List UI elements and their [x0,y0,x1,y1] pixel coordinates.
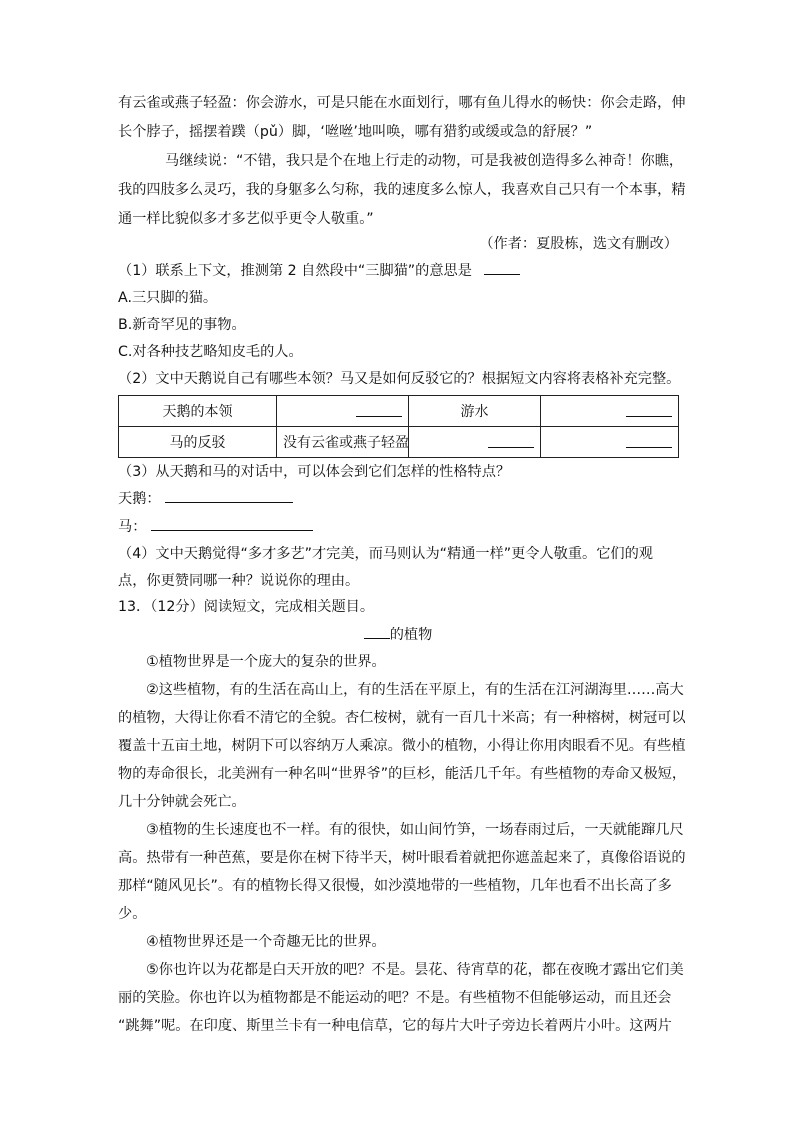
paragraph-line: 物的寿命很长，北美洲有一种名叫“世界爷”的巨杉，能活几千年。有些植物的寿命又极短， [118,766,687,782]
answer-blank[interactable] [484,260,520,275]
question-13-stem: 13．（12分）阅读短文，完成相关题目。 [118,599,375,615]
option-c: C.对各种技艺略知皮毛的人。 [118,344,303,360]
table-cell: 马的反驳 [119,427,277,458]
author-note: （作者：夏股栋，选文有删改） [479,236,678,252]
passage-line: 通一样比貌似多才多艺似乎更令人敬重。” [118,211,374,227]
paragraph-line: 少。 [118,906,147,922]
option-b: B.新奇罕见的事物。 [118,317,246,333]
question-4-line: （4）文中天鹅觉得“多才多艺”才完美，而马则认为“精通一样”更令人敬重。它们的观 [118,546,653,562]
answer-blank[interactable] [165,488,293,503]
paragraph-line: ⑤你也许以为花都是白天开放的吧？不是。昙花、待宵草的花，都在夜晚才露出它们美 [146,962,684,978]
table-cell [277,396,409,427]
answer-blank[interactable] [626,433,672,448]
question-4-line: 点，你更赞同哪一种？说说你的理由。 [118,573,360,589]
table-cell: 没有云雀或燕子轻盈 [277,427,409,458]
table-cell [541,396,679,427]
passage-line: 马继续说：“不错，我只是个在地上行走的动物，可是我被创造得多么神奇！你瞧， [165,153,684,169]
passage-line: 长个脖子，摇摆着蹼（pǔ）脚，‘咝咝’地叫唤，哪有猎豹或缓或急的舒展？” [118,124,593,140]
paragraph-line: 高。热带有一种芭蕉，要是你在树下待半天，树叶眼看着就把你遮盖起来了，真像俗语说的 [118,850,686,866]
answer-blank[interactable] [356,402,402,417]
paragraph-line: 覆盖十五亩土地，树阴下可以容纳万人乘凉。微小的植物，小得让你用肉眼看不见。有些植 [118,738,686,754]
table-cell: 天鹅的本领 [119,396,277,427]
table-cell [541,427,679,458]
answer-blank[interactable] [151,516,313,531]
swan-label: 天鹅： [118,491,161,507]
paragraph-line: ④植物世界还是一个奇趣无比的世界。 [146,934,386,950]
table-cell: 游水 [409,396,541,427]
passage-line: 有云雀或燕子轻盈：你会游水，可是只能在水面划行，哪有鱼儿得水的畅快：你会走路，伸 [118,95,686,111]
paragraph-line: “跳舞”呢。在印度、斯里兰卡有一种电信草，它的每片大叶子旁边长着两片小叶。这两片 [118,1018,672,1034]
paragraph-line: 丽的笑脸。你也许以为植物都是不能运动的吧？不是。有些植物不但能够运动，而且还会 [118,990,672,1006]
horse-label: 马： [118,519,147,535]
passage-title-text: 的植物 [389,627,433,643]
paragraph-line: 几十分钟就会死亡。 [118,794,246,810]
question-1-stem: （1）联系上下文，推测第 2 自然段中“三脚猫”的意思是 [118,263,472,279]
swan-answer-line [118,488,293,508]
option-a: A.三只脚的猫。 [118,290,218,306]
paragraph-line: 的植物，大得让你看不清它的全貌。杏仁桉树，就有一百几十米高；有一种榕树，树冠可以 [118,710,686,726]
answer-blank[interactable] [488,433,534,448]
table-row [119,427,679,458]
horse-answer-line [118,516,313,536]
question-1 [118,260,520,280]
question-3-stem: （3）从天鹅和马的对话中，可以体会到它们怎样的性格特点？ [118,464,511,480]
table-cell [409,427,541,458]
answer-blank[interactable] [626,402,672,417]
paragraph-line: ①植物世界是一个庞大的复杂的世界。 [146,654,386,670]
answer-table [118,395,679,458]
paragraph-line: ②这些植物，有的生活在高山上，有的生活在平原上，有的生活在江河湖海里……高大 [146,682,684,698]
passage-title [118,624,678,644]
table-row [119,396,679,427]
paragraph-line: 那样“随风见长”。有的植物长得又很慢，如沙漠地带的一些植物，几年也看不出长高了多 [118,878,672,894]
title-blank[interactable] [364,624,390,639]
passage-line: 我的四肢多么灵巧，我的身躯多么匀称，我的速度多么惊人，我喜欢自己只有一个本事，精 [118,182,686,198]
paragraph-line: ③植物的生长速度也不一样。有的很快，如山间竹笋，一场春雨过后，一天就能蹿几尺 [146,822,684,838]
question-2-stem: （2）文中天鹅说自己有哪些本领？马又是如何反驳它的？根据短文内容将表格补充完整。 [118,371,681,387]
